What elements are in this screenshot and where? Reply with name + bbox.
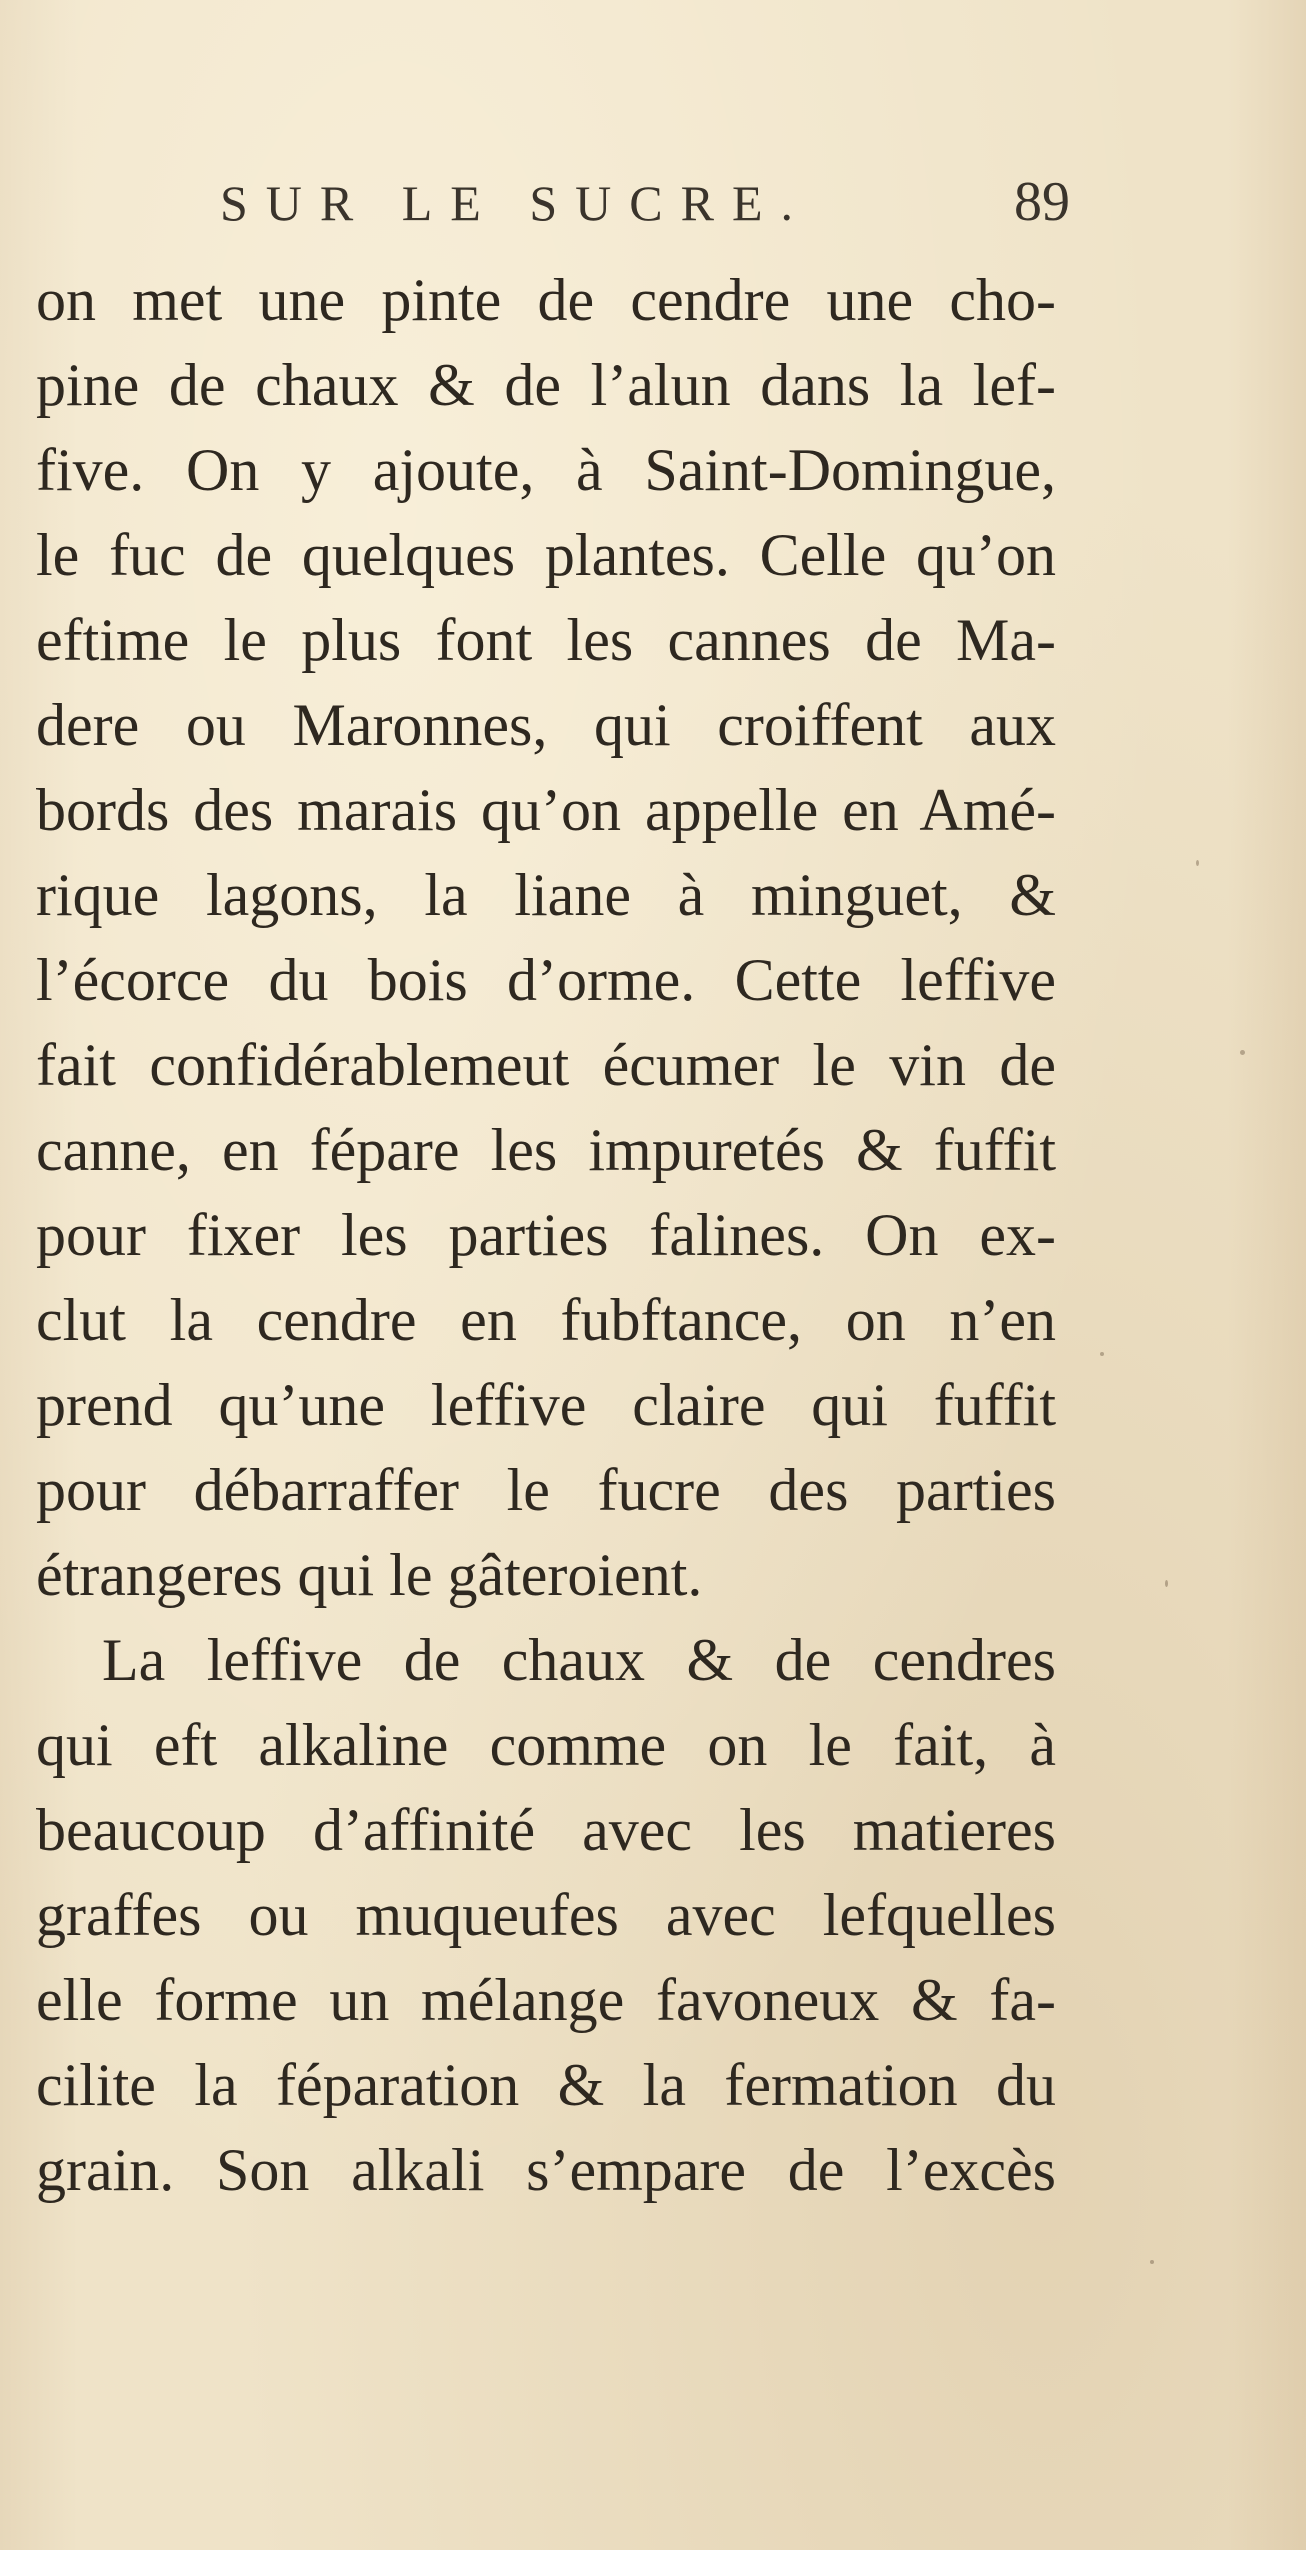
text-line: grain. Son alkali s’empare de l’excès [36,2137,1056,2203]
text-line: on met une pinte de cendre une cho- [36,267,1056,333]
text-line: étrangeres qui le gâteroient. [36,1542,703,1608]
paper-speck [1165,1580,1168,1587]
paper-speck [1196,860,1199,866]
text-line: qui eft alkaline comme on le fait, à [36,1712,1056,1778]
paper-speck [1150,2260,1154,2264]
text-line: pour débarraffer le fucre des parties [36,1457,1056,1523]
text-line: eftime le plus font les cannes de Ma- [36,607,1056,673]
text-line: pour fixer les parties falines. On ex- [36,1202,1056,1268]
text-line: cilite la féparation & la fermation du [36,2052,1056,2118]
text-line: elle forme un mélange favoneux & fa- [36,1967,1056,2033]
text-line: graffes ou muqueufes avec lefquelles [36,1882,1056,1948]
text-line: beaucoup d’affinité avec les matieres [36,1797,1056,1863]
paper-speck [1100,1352,1104,1356]
text-line: pine de chaux & de l’alun dans la lef- [36,352,1056,418]
text-line: l’écorce du bois d’orme. Cette leffive [36,947,1056,1013]
text-line: canne, en fépare les impuretés & fuffit [36,1117,1056,1183]
text-line: five. On y ajoute, à Saint-Domingue, [36,437,1056,503]
running-head [200,170,1080,250]
text-line: rique lagons, la liane à minguet, & [36,862,1056,928]
text-line: fait confidérablemeut écumer le vin de [36,1032,1056,1098]
text-line: le fuc de quelques plantes. Celle qu’on [36,522,1056,588]
text-line: clut la cendre en fubftance, on n’en [36,1287,1056,1353]
text-line: prend qu’une leffive claire qui fuffit [36,1372,1056,1438]
running-title: SUR LE SUCRE. [220,175,812,231]
body-text [36,258,1056,2213]
text-line: bords des marais qu’on appelle en Amé- [36,777,1056,843]
page-number: 89 [1014,171,1070,233]
paragraph-first-line: La leffive de chaux & de cendres [102,1627,1056,1693]
text-line: dere ou Maronnes, qui croiffent aux [36,692,1056,758]
paper-speck [1240,1050,1245,1055]
